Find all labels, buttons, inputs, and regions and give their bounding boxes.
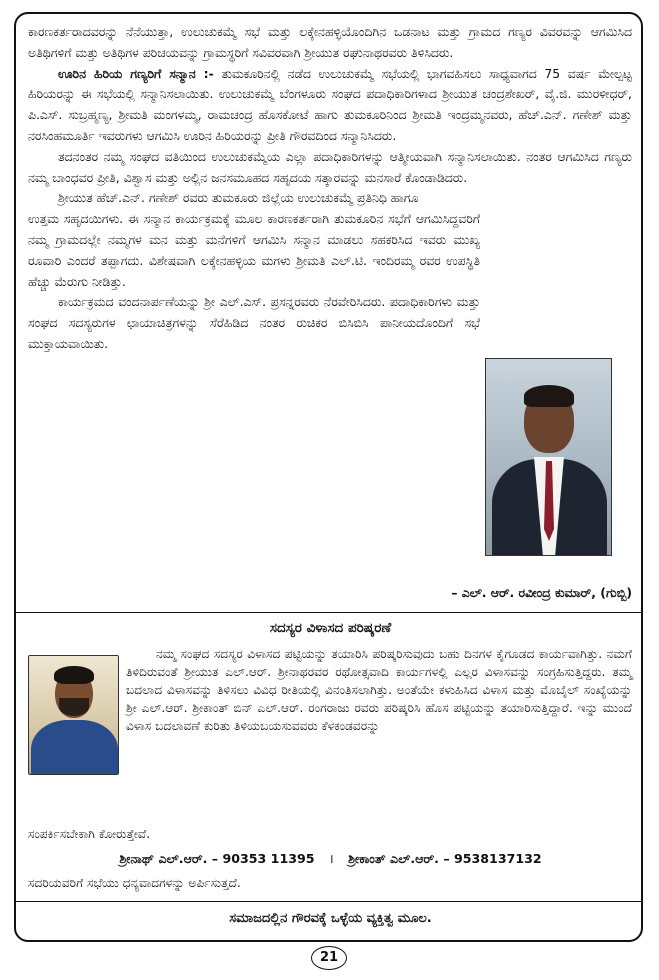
felicitation-body: ತುಮಕೂರಿನಲ್ಲಿ ನಡೆದ ಉಲುಚುಕಮ್ಮೆ ಸಭೆಯಲ್ಲಿ ಭಾಗವಹಿಸಲು ಸಾಧ್ಯವಾಗದ 75 ವರ್ಷ ಮೇಲ್ಪಟ್ಟ ಹಿರಿಯರನ್ನು ಈ ಸಭೆಯಲ್ಲಿ ಸನ್ಮಾನಿಸಲಾಯಿತು. ಉಲುಚುಕಮ್ಮೆ ಬೆಂಗಳೂರು ಸಂಘದ ಪದಾಧಿಕಾರಿಗಳಾದ ಶ್ರೀಯುತ ಚಂದ್ರಶೇಖರ್, ವೈ.ಜಿ. ಮುರಳೀಧರ್, ಪಿ.ಎಸ್. ಸುಬ್ರಹ್ಮಣ್ಯ, ಶ್ರೀಮತಿ ಮಂಗಳಮ್ಮ, ರಾಮಚಂದ್ರ ಹೊಸಕೋಟೆ ಹಾಗು ತುಮಕೂರಿನಿಂದ ಶ್ರೀಮತಿ ಇಂದ್ರಮ್ಮನವರು, ಹೆಚ್.ಎನ್. ಗಣೇಶ್ ಮತ್ತು ನರಸಿಂಹಮೂರ್ತಿ ಇವರುಗಳು ಆಗಮಿಸಿ ಊರಿನ ಹಿರಿಯರನ್ನು ಪ್ರೀತಿ ಗೌರವದಿಂದ ಸನ್ಮಾನಿಸಿದರು.	[28, 65, 632, 143]
section-heading-address-revision: ಸದಸ್ಯರ ವಿಳಾಸದ ಪರಿಷ್ಕರಣೆ	[269, 620, 392, 636]
section-divider	[16, 612, 643, 613]
paragraph-intro: ಕಾರಣಕರ್ತರಾದವರನ್ನು ನೆನೆಯುತ್ತಾ, ಉಲುಚುಕಮ್ಮೆ ಸಭೆ ಮತ್ತು ಲಕ್ಕೇನಹಳ್ಳಿಯೊಂದಿಗಿನ ಒಡನಾಟ ಮತ್ತು ಗ್ರಾಮದ ಗಣ್ಯರ ವಿವರವನ್ನು ಆಗಮಿಸಿದ ಅತಿಥಿಗಳಿಗೆ ಮತ್ತು ಅತಿಥಿಗಳ ಪರಿಚಯವನ್ನು ಗ್ರಾಮಸ್ಥರಿಗೆ ಸವಿವರವಾಗಿ ಶ್ರೀಯುತ ರಘುನಾಥರವರು ತಿಳಿಸಿದರು.	[28, 24, 632, 60]
portrait-hair	[54, 666, 94, 684]
paragraph-felicitation	[28, 64, 632, 147]
address-paragraph-tail	[28, 825, 632, 843]
footer-divider	[16, 901, 643, 902]
paragraph-office-bearers: ತದನಂತರ ನಮ್ಮ ಸಂಘದ ವತಿಯಿಂದ ಉಲುಚುಕಮ್ಮೆಯ ಎಲ್ಲಾ ಪದಾಧಿಕಾರಿಗಳನ್ನು ಆತ್ಮೀಯವಾಗಿ ಸನ್ಮಾನಿಸಲಾಯಿತು. ನಂತರ ಆಗಮಿಸಿದ ಗಣ್ಯರು ನಮ್ಮ ಬಾಂಧವರ ಪ್ರೀತಿ, ವಿಶ್ವಾಸ ಮತ್ತು ಅಲ್ಲಿನ ಜನಸಮೂಹದ ಸಹೃದಯ ಸತ್ಕಾರವನ್ನು ಮನಸಾರೆ ಕೊಂಡಾಡಿದರು.	[28, 148, 632, 185]
portrait-shirt	[31, 720, 118, 775]
thanks-line: ಸದರಿಯವರಿಗೆ ಸಭೆಯು ಧನ್ಯವಾದಗಳನ್ನು ಅರ್ಪಿಸುತ್ತದೆ.	[28, 876, 241, 890]
paragraph-address-revision: ನಮ್ಮ ಸಂಘದ ಸದಸ್ಯರ ವಿಳಾಸದ ಪಟ್ಟಿಯನ್ನು ತಯಾರಿಸಿ ಪರಿಷ್ಕರಿಸುವುದು ಬಹು ದಿನಗಳ ಕೈಗೂಡದ ಕಾರ್ಯವಾಗಿತ್ತು. ನಮಗೆ ತಿಳಿದಿರುವಂತೆ ಶ್ರೀಯುತ ಎಲ್.ಆರ್. ಶ್ರೀನಾಥರವರ ರಥೋತ್ಸವಾದಿ ಕಾರ್ಯಗಳಲ್ಲಿ ಎಲ್ಲರ ವಿಳಾಸವನ್ನು ಸಂಗ್ರಹಿಸುತ್ತಿದ್ದರು. ತಮ್ಮ ಬದಲಾದ ವಿಳಾಸವನ್ನು ತಿಳಿಸಲು ವಿವಿಧ ರೀತಿಯಲ್ಲಿ ವಿನಂತಿಸಲಾಗಿತ್ತು. ಅಂತೆಯೇ ಕಳುಹಿಸಿದ ವಿಳಾಸ ಮತ್ತು ಮೊಬೈಲ್ ಸಂಖ್ಯೆಯನ್ನು ಶ್ರೀ ಎಲ್.ಆರ್. ಶ್ರೀಕಾಂತ್ ಬಿನ್ ಎಲ್.ಆರ್. ರಂಗರಾಜು ರವರು ಪರಿಷ್ಕರಿಸಿ ಹೊಸ ಪಟ್ಟಿಯನ್ನು ತಯಾರಿಸುತ್ತಿದ್ದಾರೆ. ಇನ್ನು ಮುಂದೆ ವಿಳಾಸ ಬದಲಾವಣೆ ಕುರಿತು ತಿಳಿಯಬಯಸುವವರು ಕೆಳಕಂಡವರನ್ನು	[126, 647, 632, 733]
article-frame	[14, 12, 643, 942]
contact-srikanth: ಶ್ರೀಕಾಂತ್ ಎಲ್.ಆರ್. – 9538137132	[348, 851, 542, 866]
portrait-photo-srikanth	[28, 655, 119, 775]
article-section-ceremony	[28, 22, 632, 355]
motto-text: ಸಮಾಜದಲ್ಲಿನ ಗೌರವಕ್ಕೆ ಒಳ್ಳೆಯ ವ್ಯಕ್ತಿತ್ವ ಮೂಲ.	[229, 911, 432, 926]
paragraph-vote-of-thanks: ಕಾರ್ಯಕ್ರಮದ ವಂದನಾರ್ಪಣೆಯನ್ನು ಶ್ರೀ ಎಲ್.ಎಸ್. ಪ್ರಸನ್ನರವರು ನೆರವೇರಿಸಿದರು. ಪದಾಧಿಕಾರಿಗಳು ಮತ್ತು ಸಂಘದ ಸದಸ್ಯರುಗಳ ಛಾಯಾಚಿತ್ರಗಳನ್ನು ಸೆರೆಹಿಡಿದ ನಂತರ ರುಚಿಕರ ಬಿಸಿಬಿಸಿ ಪಾನೀಯದೊಂದಿಗೆ ಸಭೆ ಮುಕ್ತಾಯವಾಯಿತು.	[28, 294, 480, 351]
author-signature: – ಎಲ್. ಆರ್. ರವೀಂದ್ರ ಕುಮಾರ್, (ಗುಬ್ಬಿ)	[451, 585, 632, 600]
contact-line	[16, 850, 643, 867]
article-section-address	[126, 645, 632, 735]
felicitation-title: ಊರಿನ ಹಿರಿಯ ಗಣ್ಯರಿಗೆ ಸನ್ಮಾನ :-	[58, 65, 214, 81]
portrait-hair	[524, 385, 574, 407]
contact-srinath: ಶ್ರೀನಾಥ್ ಎಲ್.ಆರ್. – 90353 11395	[119, 851, 315, 866]
paragraph-ganesh: ಶ್ರೀಯುತ ಹೆಚ್.ಎನ್. ಗಣೇಶ್ ರವರು ತುಮಕೂರು ಜಿಲ್ಲೆಯ ಉಲುಚುಕಮ್ಮೆ ಪ್ರತಿನಿಧಿ ಹಾಗೂ	[58, 190, 419, 206]
paragraph-contact-request: ಸಂಪರ್ಕಿಸಬೇಕಾಗಿ ಕೋರುತ್ತೇವೆ.	[28, 827, 151, 841]
contact-separator: ।	[328, 851, 334, 866]
portrait-photo-ganesh	[485, 358, 612, 556]
portrait-beard	[59, 698, 89, 716]
paragraph-ganesh-continued: ಉತ್ತಮ ಸಹೃದಯಿಗಳು. ಈ ಸನ್ಮಾನ ಕಾರ್ಯಕ್ರಮಕ್ಕೆ ಮೂಲ ಕಾರಣಕರ್ತರಾಗಿ ತುಮಕೂರಿನ ಸಭೆಗೆ ಆಗಮಿಸಿದ್ದವರಿಗೆ ನಮ್ಮ ಗ್ರಾಮದಲ್ಲೇ ನಮ್ಮಗಳ ಮನ ಮತ್ತು ಮನೆಗಳಿಗೆ ಆಗಮಿಸಿ ಸನ್ಮಾನ ಮಾಡಲು ಸಹಕರಿಸಿದ ಇವರು ಮುಖ್ಯ ರೂವಾರಿ ಎಂದರೆ ತಪ್ಪಾಗದು. ವಿಶೇಷವಾಗಿ ಲಕ್ಕೇನಹಳ್ಳಿಯ ಮಗಳು ಶ್ರೀಮತಿ ಎಲ್.ಟಿ. ಇಂದಿರಮ್ಮ ರವರ ಉಪಸ್ಥಿತಿ ಹೆಚ್ಚು ಮೆರುಗು ನೀಡಿತ್ತು.	[28, 211, 480, 289]
page-number: 21	[311, 946, 347, 970]
